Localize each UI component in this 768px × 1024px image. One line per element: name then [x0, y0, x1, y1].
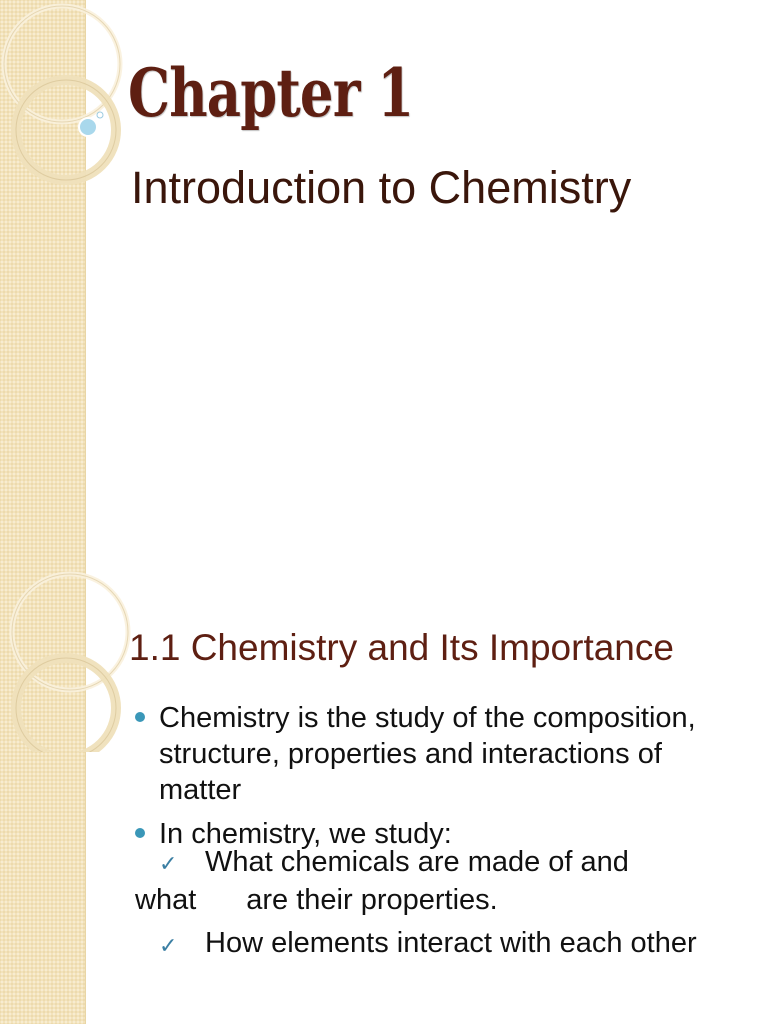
bullet-dot-icon	[135, 712, 145, 722]
bubble-decoration-icon	[79, 118, 97, 136]
bullet-list	[135, 700, 745, 852]
sub-bullet-item	[135, 925, 745, 962]
bullet-item	[135, 700, 745, 808]
sub-bullet-text: are their properties.	[246, 884, 498, 916]
checkmark-icon: ✓	[159, 933, 178, 958]
bullet-text: In chemistry, we study:	[159, 818, 452, 850]
slide-subtitle: Introduction to Chemistry	[131, 162, 632, 213]
bullet-text: Chemistry is the study of the composition, structure, properties and interactions of matter	[159, 702, 696, 806]
section-heading: 1.1 Chemistry and Its Importance	[129, 627, 674, 668]
slide-content	[0, 512, 768, 1024]
sub-bullet-text: How elements interact with each other	[205, 927, 697, 959]
sub-bullet-list	[135, 844, 745, 962]
bullet-dot-icon	[135, 828, 145, 838]
sub-bullet-item	[135, 844, 745, 919]
slide-title-text: Chapter 1	[128, 54, 414, 132]
checkmark-icon: ✓	[159, 851, 178, 876]
sub-bullet-text: What chemicals are made of and	[205, 846, 629, 878]
sub-bullet-text: what	[135, 884, 197, 916]
